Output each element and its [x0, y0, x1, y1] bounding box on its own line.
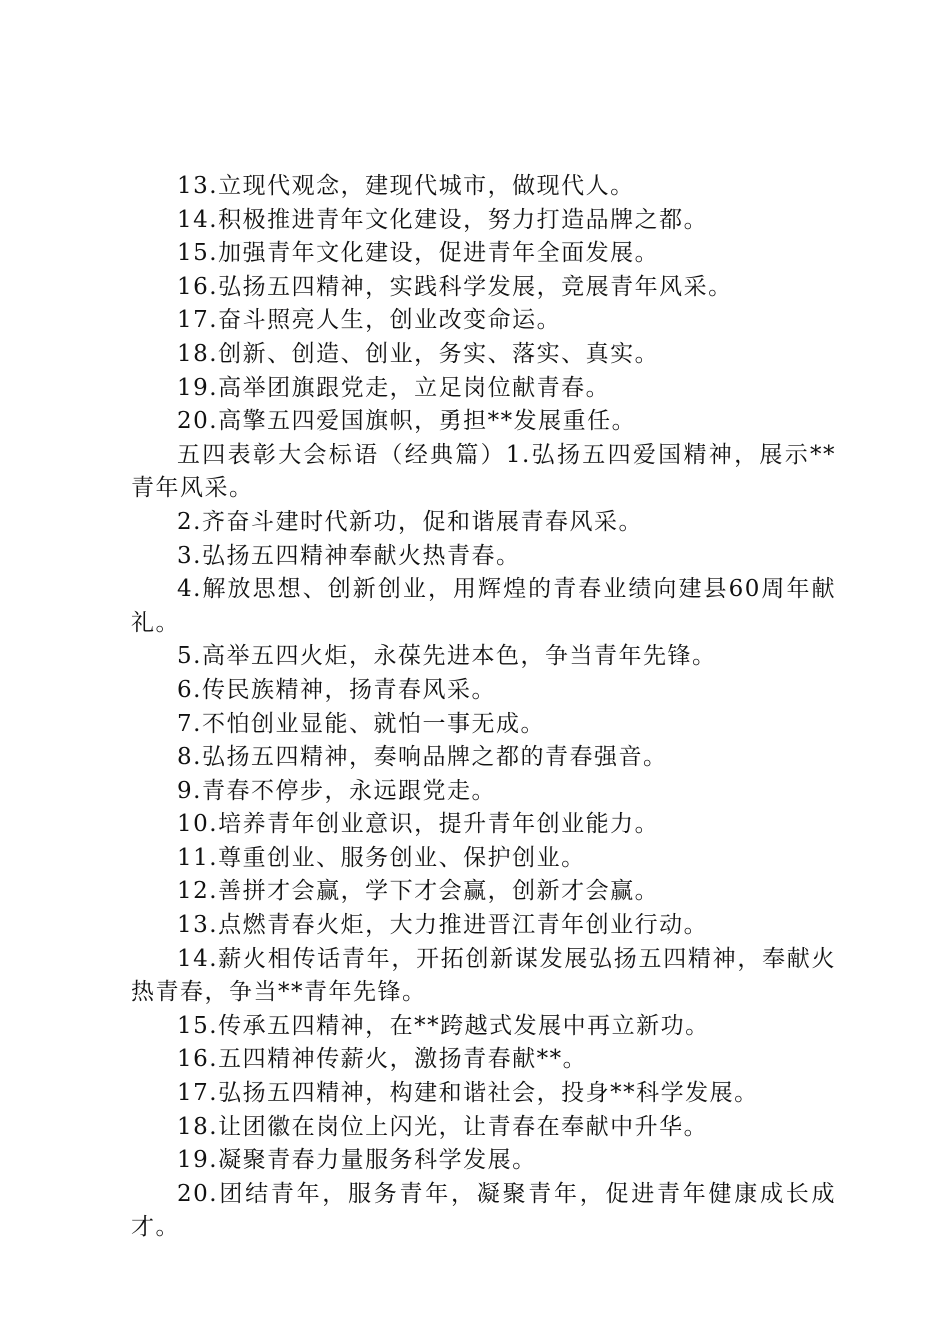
paragraph: 4.解放思想、创新创业，用辉煌的青春业绩向建县60周年献礼。 [131, 576, 836, 636]
paragraph: 17.弘扬五四精神，构建和谐社会，投身**科学发展。 [177, 1080, 759, 1107]
paragraph: 3.弘扬五四精神奉献火热青春。 [177, 542, 521, 569]
paragraph: 14.积极推进青年文化建设，努力打造品牌之都。 [177, 206, 709, 233]
paragraph: 9.青春不停步，永远跟党走。 [177, 777, 496, 804]
paragraph: 19.高举团旗跟党走，立足岗位献青春。 [177, 374, 611, 401]
paragraph: 8.弘扬五四精神，奏响品牌之都的青春强音。 [177, 744, 668, 771]
paragraph: 16.五四精神传薪火，激扬青春献**。 [177, 1046, 588, 1073]
paragraph: 6.传民族精神，扬青春风采。 [177, 676, 496, 703]
paragraph: 14.薪火相传话青年，开拓创新谋发展弘扬五四精神，奉献火热青春，争当**青年先锋。 [131, 945, 836, 1006]
paragraph: 17.奋斗照亮人生，创业改变命运。 [177, 307, 562, 334]
paragraph: 16.弘扬五四精神，实践科学发展，竞展青年风采。 [177, 273, 733, 300]
paragraph: 5.高举五四火炬，永葆先进本色，争当青年先锋。 [177, 643, 717, 670]
paragraph: 15.加强青年文化建设，促进青年全面发展。 [177, 240, 660, 267]
section-heading-paragraph: 五四表彰大会标语（经典篇）1.弘扬五四爱国精神，展示**青年风采。 [131, 441, 836, 502]
paragraph: 20.团结青年，服务青年，凝聚青年，促进青年健康成长成才。 [131, 1180, 836, 1241]
paragraph: 13.立现代观念，建现代城市，做现代人。 [177, 173, 635, 199]
paragraph: 20.高擎五四爱国旗帜，勇担**发展重任。 [177, 408, 637, 435]
paragraph: 11.尊重创业、服务创业、保护创业。 [177, 844, 586, 871]
paragraph: 7.不怕创业显能、就怕一事无成。 [177, 710, 545, 737]
paragraph: 19.凝聚青春力量服务科学发展。 [177, 1147, 537, 1174]
paragraph: 18.让团徽在岗位上闪光，让青春在奉献中升华。 [177, 1113, 709, 1140]
paragraph: 12.善拼才会赢，学下才会赢，创新才会赢。 [177, 878, 660, 905]
paragraph: 18.创新、创造、创业，务实、落实、真实。 [177, 340, 660, 367]
paragraph: 15.传承五四精神，在**跨越式发展中再立新功。 [177, 1012, 710, 1039]
document-body [131, 170, 836, 1245]
paragraph: 10.培养青年创业意识，提升青年创业能力。 [177, 811, 660, 838]
paragraph: 2.齐奋斗建时代新功，促和谐展青春风采。 [177, 508, 643, 535]
paragraph: 13.点燃青春火炬，大力推进晋江青年创业行动。 [177, 912, 709, 939]
